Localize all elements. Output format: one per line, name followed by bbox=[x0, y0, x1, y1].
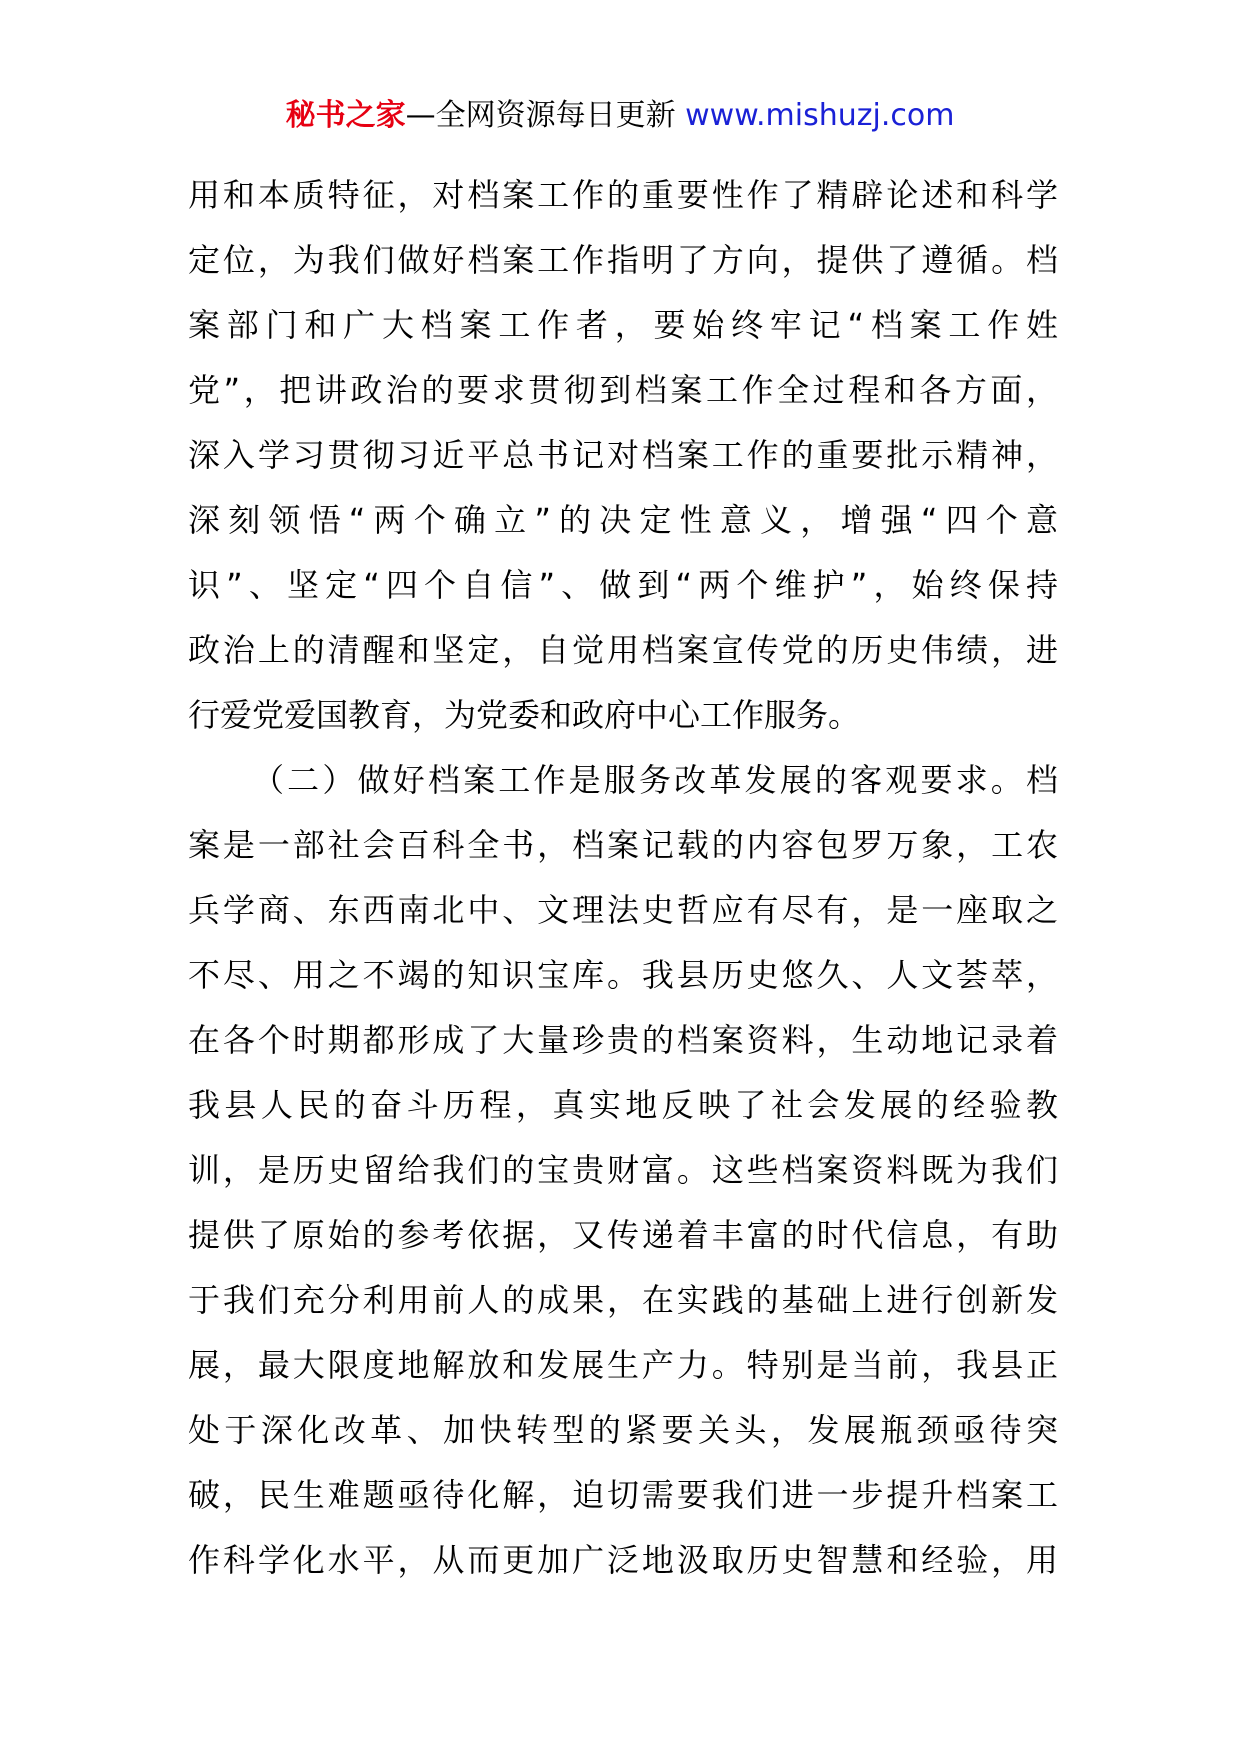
text-line: 党”，把讲政治的要求贯彻到档案工作全过程和各方面， bbox=[188, 371, 1058, 409]
section-heading-line: （二）做好档案工作是服务改革发展的客观要求。档 bbox=[252, 761, 1058, 799]
text-line: 定位，为我们做好档案工作指明了方向，提供了遵循。档 bbox=[188, 241, 1058, 279]
site-url-link[interactable]: www.mishuzj.com bbox=[685, 98, 955, 133]
text-line: 不尽、用之不竭的知识宝库。我县历史悠久、人文荟萃， bbox=[188, 956, 1058, 994]
text-line: 提供了原始的参考依据，又传递着丰富的时代信息，有助 bbox=[188, 1216, 1058, 1254]
text-line: 深刻领悟“两个确立”的决定性意义，增强“四个意 bbox=[188, 501, 1058, 539]
text-line: 政治上的清醒和坚定，自觉用档案宣传党的历史伟绩，进 bbox=[188, 631, 1058, 669]
text-line: 在各个时期都形成了大量珍贵的档案资料，生动地记录着 bbox=[188, 1021, 1058, 1059]
text-line: 用和本质特征，对档案工作的重要性作了精辟论述和科学 bbox=[188, 176, 1058, 214]
text-line: 于我们充分利用前人的成果，在实践的基础上进行创新发 bbox=[188, 1281, 1058, 1319]
text-line: 处于深化改革、加快转型的紧要关头，发展瓶颈亟待突 bbox=[188, 1411, 1058, 1449]
text-line: 识”、坚定“四个自信”、做到“两个维护”，始终保持 bbox=[188, 566, 1058, 604]
site-brand: 秘书之家 bbox=[285, 98, 406, 133]
text-line: 训，是历史留给我们的宝贵财富。这些档案资料既为我们 bbox=[188, 1151, 1058, 1189]
document-body bbox=[188, 163, 1058, 1593]
text-line: 深入学习贯彻习近平总书记对档案工作的重要批示精神， bbox=[188, 436, 1058, 474]
text-line: 破，民生难题亟待化解，迫切需要我们进一步提升档案工 bbox=[188, 1476, 1058, 1514]
site-tagline: —全网资源每日更新 bbox=[405, 98, 686, 133]
text-line: 案部门和广大档案工作者，要始终牢记“档案工作姓 bbox=[188, 306, 1058, 344]
text-line: 展，最大限度地解放和发展生产力。特别是当前，我县正 bbox=[188, 1346, 1058, 1384]
text-line: 案是一部社会百科全书，档案记载的内容包罗万象，工农 bbox=[188, 826, 1058, 864]
text-line: 我县人民的奋斗历程，真实地反映了社会发展的经验教 bbox=[188, 1086, 1058, 1124]
text-line: 兵学商、东西南北中、文理法史哲应有尽有，是一座取之 bbox=[188, 891, 1058, 929]
site-header bbox=[0, 96, 1240, 136]
text-line: 作科学化水平，从而更加广泛地汲取历史智慧和经验，用 bbox=[188, 1541, 1058, 1579]
paragraph-end-line: 行爱党爱国教育，为党委和政府中心工作服务。 bbox=[188, 696, 861, 734]
